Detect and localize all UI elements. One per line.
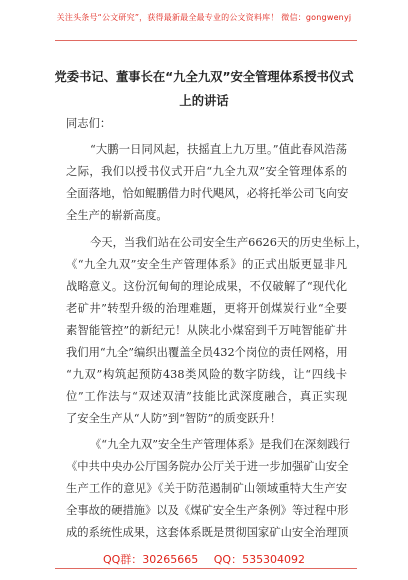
body-line: 位”工作法与“双述双清”技能比武深度融合，真正实现 — [66, 390, 347, 403]
body-line: 今天，当我们站在公司安全生产6626天的历史坐标上， — [90, 236, 368, 249]
footer-qq-number: QQ：535304092 — [213, 553, 306, 566]
header-banner: 关注头条号“公文研究”，获得最新最全最专业的公文资料库！ 微信：gongwenyj — [56, 13, 352, 22]
salutation: 同志们： — [66, 117, 112, 130]
body-line: 之际，我们以授书仪式开启“九全九双”安全管理体系的 — [66, 165, 347, 178]
body-line: 全事故的硬措施》以及《煤矿安全生产条例》等过程中形 — [66, 504, 349, 517]
body-line: 素智能管控”的新纪元！从陕北小煤窑到千万吨智能矿井 — [66, 324, 347, 337]
document-title-continued: 上的讲话 — [179, 94, 229, 108]
body-line: 《“九全九双”安全生产管理体系》的正式出版更显非凡 — [66, 258, 347, 271]
body-line: 《中共中央办公厅国务院办公厅关于进一步加强矿山安全 — [66, 460, 349, 473]
body-line: 我们用“九全”编织出覆盖全员432个岗位的责任网格，用 — [66, 346, 348, 359]
body-line: 全面落地，恰如鲲鹏借力时代飓风，必将托举公司飞向安 — [66, 187, 349, 200]
document-title: 党委书记、董事长在“九全九双”安全管理体系授书仪式 — [54, 70, 354, 84]
footer-contact — [0, 551, 408, 567]
body-line: 《“九全九双”安全生产管理体系》是我们在深刻践行 — [90, 438, 351, 451]
body-line: 成的系统性成果，这套体系既是贯彻国家矿山安全治理顶 — [66, 526, 349, 539]
body-line: 战略意义。这份沉甸甸的理论成果，不仅破解了“现代化 — [66, 280, 347, 293]
footer-qq-group: QQ群：30265665 — [102, 553, 199, 566]
body-line: 老矿井”转型升级的治理难题，更将开创煤炭行业“全要 — [66, 302, 347, 315]
body-line: “大鹏一日同风起，扶摇直上九万里。”值此春风浩荡 — [90, 143, 347, 156]
header-divider — [55, 40, 357, 41]
body-line: 了安全生产从“人防”到“智防”的质变跃升！ — [66, 412, 282, 425]
body-line: “九双”构筑起预防438类风险的数字防线，让“四线卡 — [66, 368, 347, 381]
footer-divider — [55, 568, 357, 569]
body-line: 生产工作的意见》《关于防范遏制矿山领域重特大生产安 — [66, 482, 347, 495]
body-line: 全生产的崭新高度。 — [66, 209, 168, 222]
